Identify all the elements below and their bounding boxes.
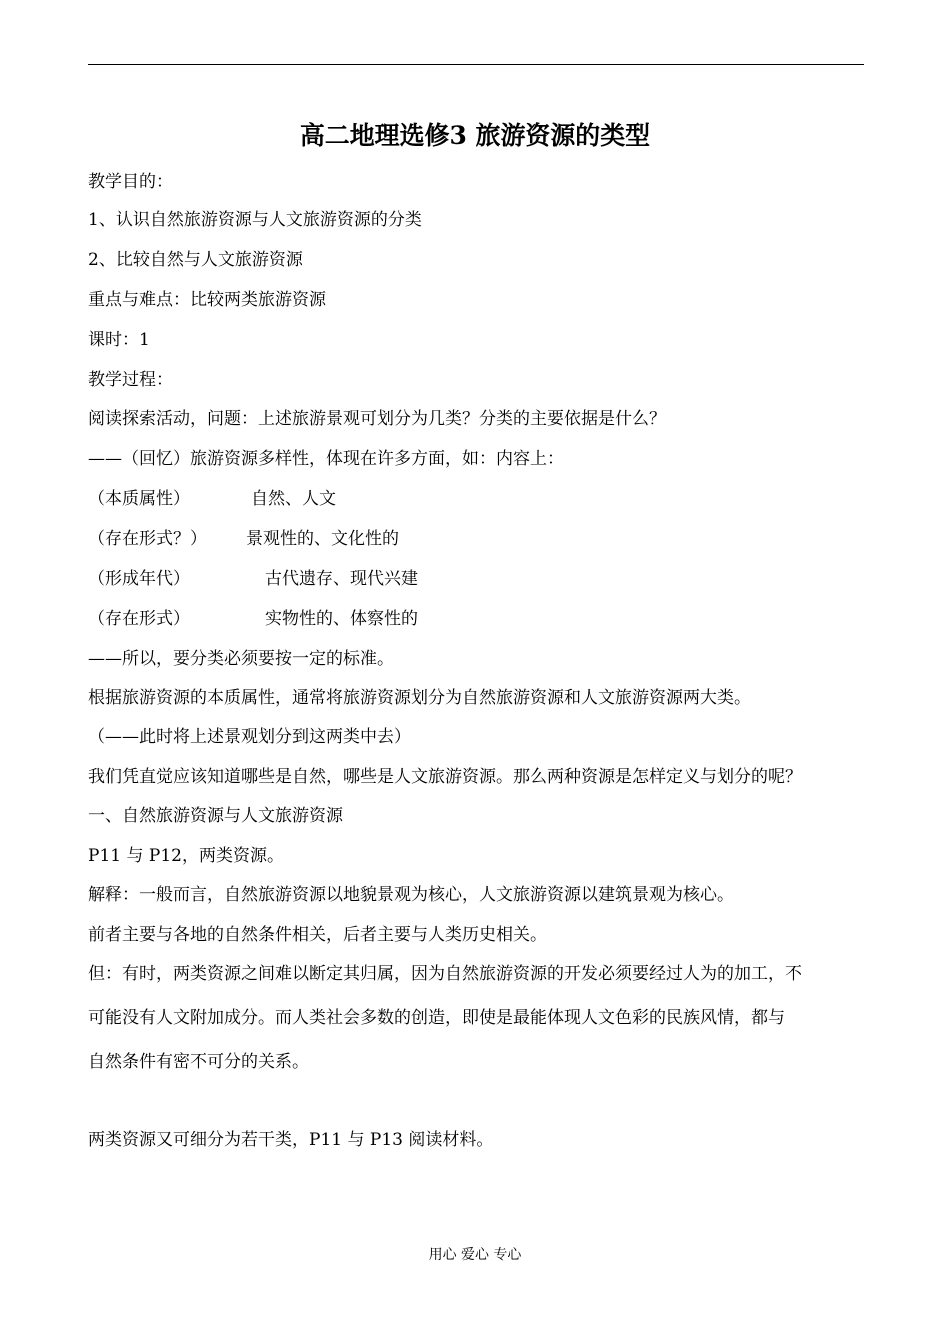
property-value: 古代遗存、现代兴建 (265, 569, 418, 589)
property-label: （形成年代） (88, 569, 190, 589)
but-line-3: 自然条件有密不可分的关系。 (88, 1052, 309, 1072)
document-title: 高二地理选修3 旅游资源的类型 (299, 121, 651, 150)
so-line: ——所以，要分类必须要按一定的标准。 (88, 649, 394, 669)
basis-line: 根据旅游资源的本质属性，通常将旅游资源划分为自然旅游资源和人文旅游资源两大类。 (88, 688, 751, 708)
goal-heading: 教学目的： (88, 172, 173, 192)
property-row (88, 567, 418, 591)
property-value: 实物性的、体察性的 (265, 609, 418, 629)
intuition-line: 我们凭直觉应该知道哪些是自然，哪些是人文旅游资源。那么两种资源是怎样定义与划分的呢？ (88, 767, 802, 787)
section-heading-1: 一、自然旅游资源与人文旅游资源 (88, 806, 343, 826)
note-line: （——此时将上述景观划分到这两类中去） (88, 727, 411, 747)
property-row (88, 527, 399, 551)
page-footer: 用心 爱心 专心 (428, 1247, 522, 1263)
but-line-1: 但：有时，两类资源之间难以断定其归属，因为自然旅游资源的开发必须要经过人为的加工，不 (88, 964, 802, 984)
property-label: （存在形式） (88, 609, 190, 629)
explain-line: 解释：一般而言，自然旅游资源以地貌景观为核心，人文旅游资源以建筑景观为核心。 (88, 885, 734, 905)
hours-line: 课时：1 (88, 330, 150, 350)
pages-line: P11 与 P12，两类资源。 (88, 846, 284, 866)
goal-item-2: 2、比较自然与人文旅游资源 (88, 250, 303, 270)
header-rule (88, 64, 864, 65)
process-heading: 教学过程： (88, 370, 173, 390)
focus-line: 重点与难点：比较两类旅游资源 (88, 290, 326, 310)
goal-item-1: 1、认识自然旅游资源与人文旅游资源的分类 (88, 210, 422, 230)
subdivide-line: 两类资源又可细分为若干类，P11 与 P13 阅读材料。 (88, 1130, 494, 1150)
activity-question: 阅读探索活动，问题：上述旅游景观可划分为几类？分类的主要依据是什么？ (88, 409, 666, 429)
property-label: （存在形式？） (88, 529, 207, 549)
property-label: （本质属性） (88, 489, 190, 509)
but-line-2: 可能没有人文附加成分。而人类社会多数的创造，即使是最能体现人文色彩的民族风情，都与 (88, 1008, 785, 1028)
former-line: 前者主要与各地的自然条件相关，后者主要与人类历史相关。 (88, 925, 547, 945)
property-row (88, 487, 336, 511)
property-value: 自然、人文 (251, 489, 336, 509)
property-row (88, 607, 418, 631)
recall-line: ——（回忆）旅游资源多样性，体现在许多方面，如：内容上： (88, 449, 564, 469)
property-value: 景观性的、文化性的 (246, 529, 399, 549)
